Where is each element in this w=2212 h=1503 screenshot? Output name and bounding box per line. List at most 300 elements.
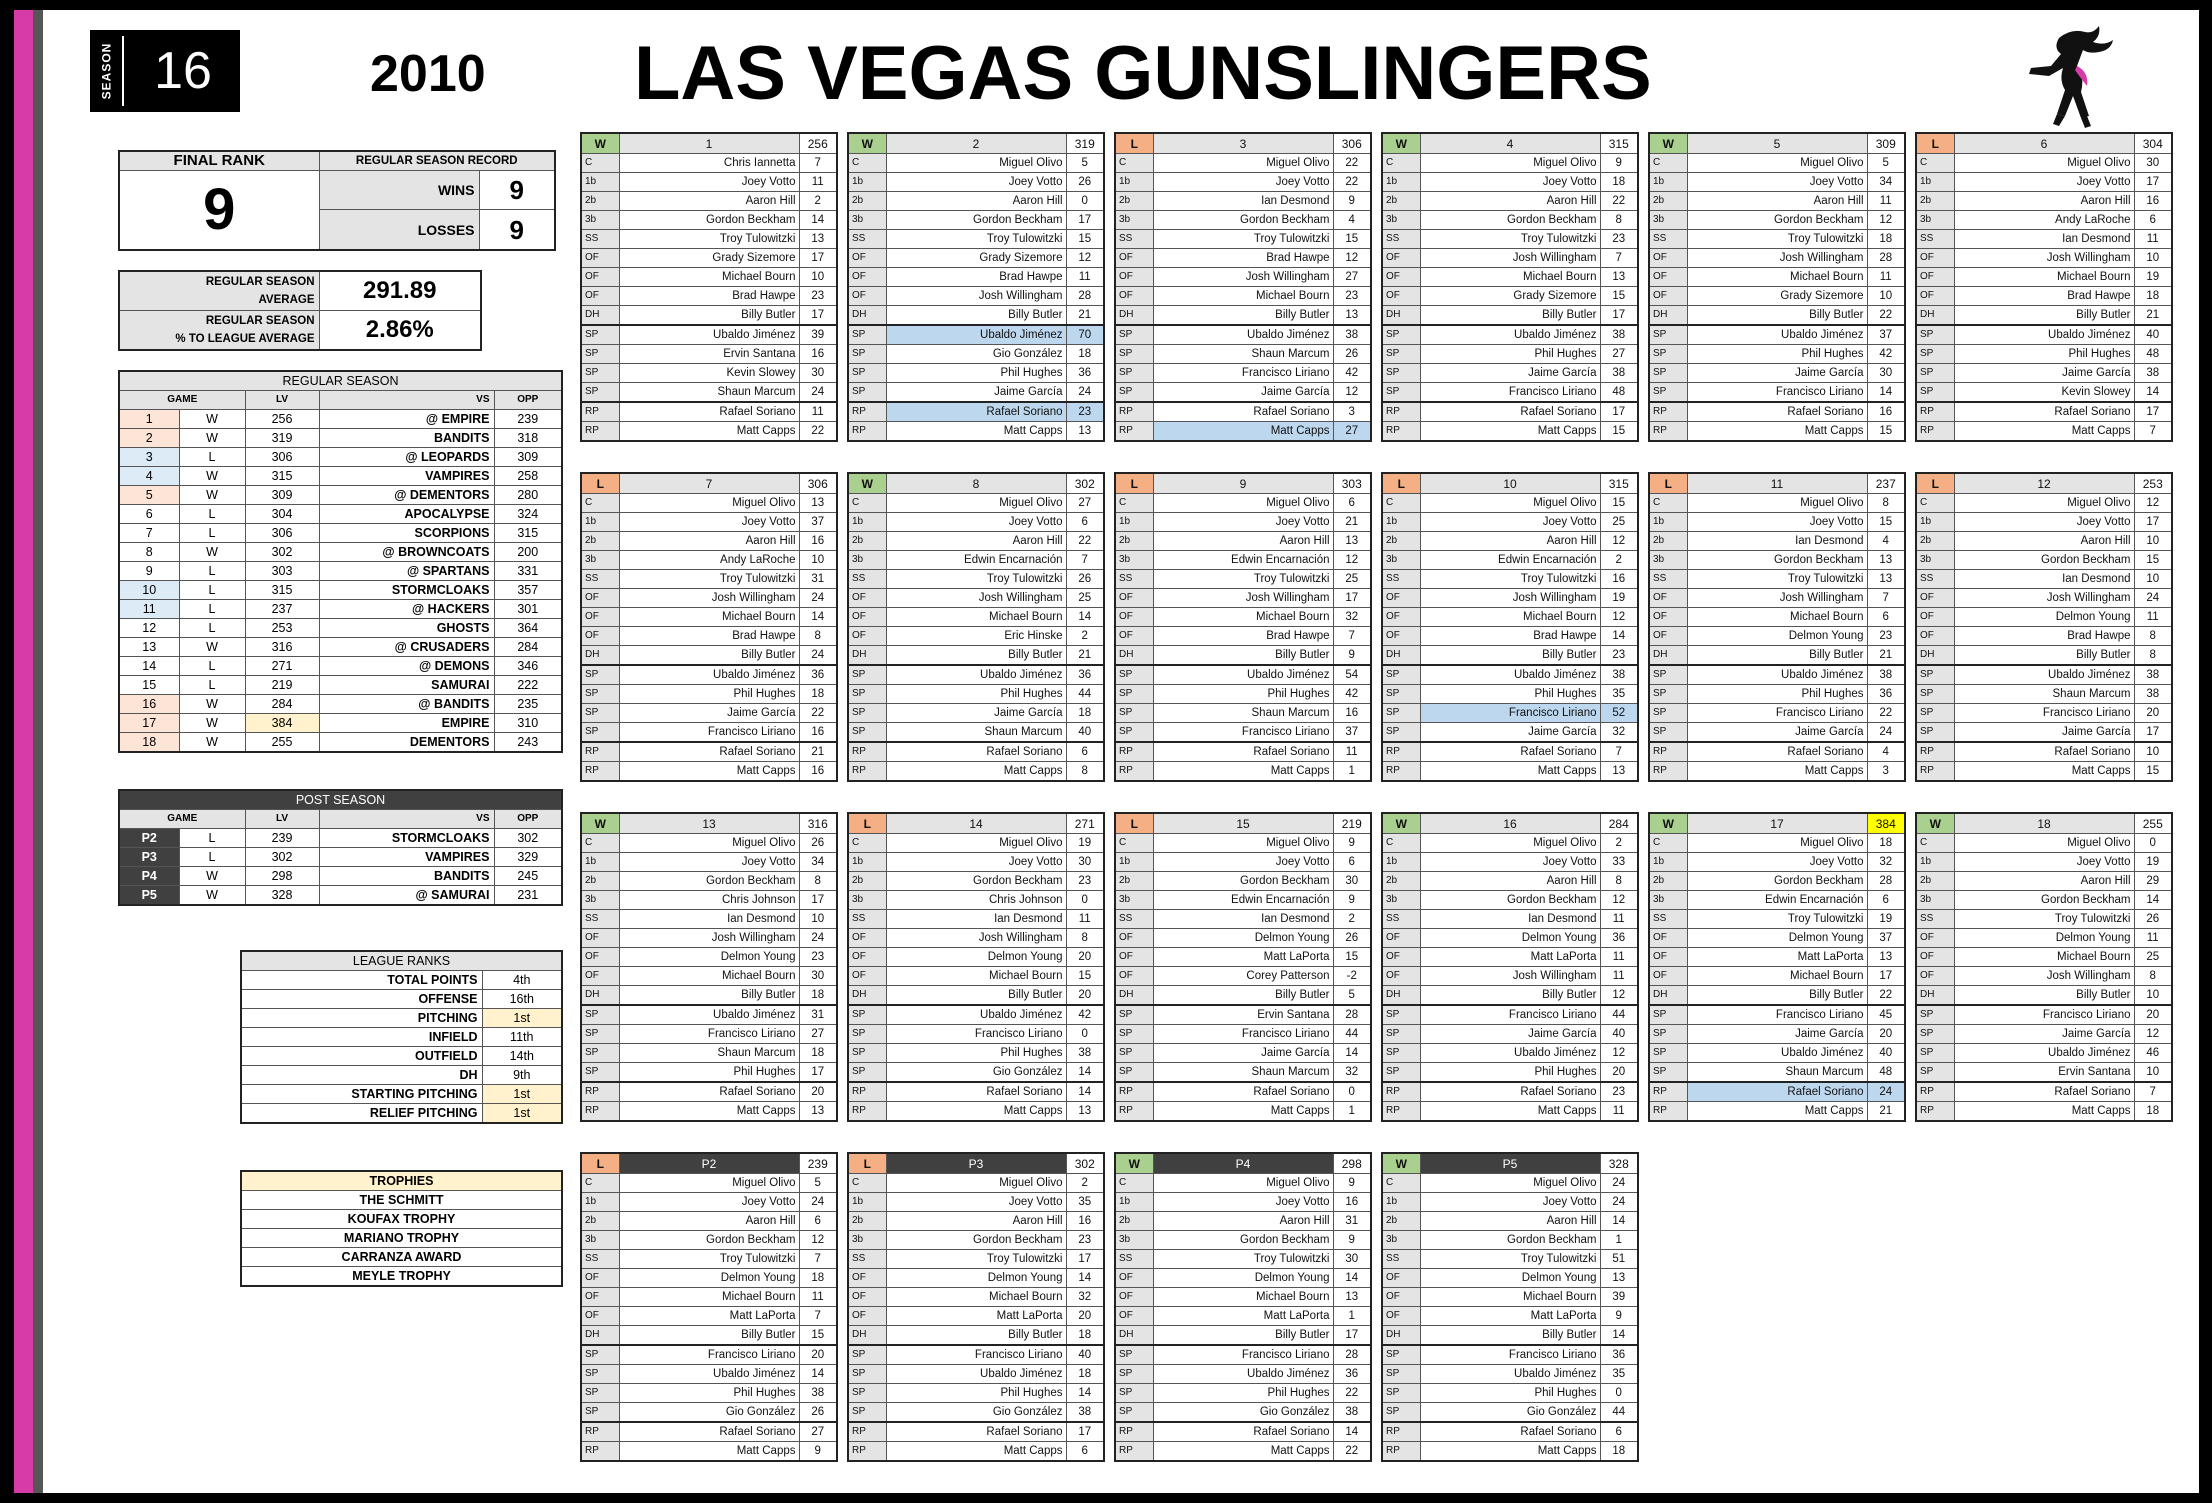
player-points: 12: [1066, 249, 1104, 268]
player-name: Miguel Olivo: [619, 834, 799, 853]
player-row: [1916, 627, 2172, 646]
player-position: OF: [848, 268, 886, 287]
player-points: 23: [1600, 230, 1638, 249]
opp-score: 284: [494, 638, 562, 657]
player-name: Delmon Young: [886, 948, 1066, 967]
player-position: DH: [1115, 306, 1153, 326]
player-position: SP: [1382, 1384, 1420, 1403]
regular-season-title: REGULAR SEASON: [119, 371, 562, 391]
player-points: 13: [799, 1102, 837, 1122]
player-row: [1382, 589, 1638, 608]
player-name: Ian Desmond: [619, 910, 799, 929]
player-position: RP: [1916, 422, 1954, 442]
player-row: [581, 1288, 837, 1307]
player-row: [581, 853, 837, 872]
player-position: 1b: [848, 853, 886, 872]
player-position: SP: [1649, 345, 1687, 364]
trophy-item: KOUFAX TROPHY: [241, 1210, 562, 1229]
player-row: [581, 627, 837, 646]
player-points: 40: [1867, 1044, 1905, 1063]
player-name: Miguel Olivo: [886, 1174, 1066, 1193]
player-name: Troy Tulowitzki: [619, 230, 799, 249]
game-label: 8: [886, 473, 1066, 494]
player-position: OF: [1649, 948, 1687, 967]
game-result-badge: L: [1115, 473, 1153, 494]
player-name: Rafael Soriano: [619, 1082, 799, 1102]
player-name: Shaun Marcum: [1153, 345, 1333, 364]
player-points: 6: [1066, 742, 1104, 762]
player-row: [1382, 1442, 1638, 1462]
player-name: Francisco Liriano: [886, 1345, 1066, 1365]
player-name: Michael Bourn: [886, 1288, 1066, 1307]
player-position: 2b: [848, 532, 886, 551]
player-name: Josh Willingham: [886, 929, 1066, 948]
player-name: Matt Capps: [1687, 762, 1867, 782]
lv-score: 255: [245, 733, 319, 753]
game-label: 1: [619, 133, 799, 154]
player-position: C: [581, 1174, 619, 1193]
player-row: [1115, 1384, 1371, 1403]
player-points: 7: [799, 1250, 837, 1269]
player-position: SP: [1115, 704, 1153, 723]
player-points: 24: [1600, 1174, 1638, 1193]
game-result: W: [179, 714, 245, 733]
player-name: Michael Bourn: [619, 268, 799, 287]
player-position: OF: [1916, 268, 1954, 287]
player-name: Phil Hughes: [1420, 685, 1600, 704]
player-name: Rafael Soriano: [886, 742, 1066, 762]
player-position: 3b: [1916, 891, 1954, 910]
player-points: 44: [1333, 1025, 1371, 1044]
player-position: SS: [1115, 1250, 1153, 1269]
player-points: 27: [1333, 268, 1371, 287]
lv-score: 309: [245, 486, 319, 505]
player-name: Miguel Olivo: [619, 1174, 799, 1193]
player-name: Rafael Soriano: [1687, 1082, 1867, 1102]
player-name: Matt Capps: [886, 1102, 1066, 1122]
player-points: 7: [799, 1307, 837, 1326]
player-name: Matt Capps: [1153, 422, 1333, 442]
player-points: 12: [1600, 532, 1638, 551]
player-points: 9: [1333, 891, 1371, 910]
player-points: 36: [1066, 364, 1104, 383]
player-row: [1916, 287, 2172, 306]
player-name: Gordon Beckham: [1954, 891, 2134, 910]
player-row: [1916, 891, 2172, 910]
player-name: Grady Sizemore: [1687, 287, 1867, 306]
player-position: SP: [848, 325, 886, 345]
player-points: 5: [1333, 986, 1371, 1006]
player-row: [581, 608, 837, 627]
post-season-row: [119, 886, 562, 906]
player-name: Aaron Hill: [1420, 192, 1600, 211]
player-row: [1382, 1345, 1638, 1365]
player-points: 14: [799, 211, 837, 230]
player-points: 22: [1333, 154, 1371, 173]
player-row: [1115, 1044, 1371, 1063]
player-name: Gio González: [1420, 1403, 1600, 1423]
player-position: OF: [581, 929, 619, 948]
player-position: OF: [1115, 948, 1153, 967]
player-name: Miguel Olivo: [1687, 494, 1867, 513]
player-row: [1916, 1025, 2172, 1044]
player-position: OF: [1649, 268, 1687, 287]
rank-value: 4th: [482, 971, 562, 990]
player-name: Gordon Beckham: [619, 211, 799, 230]
game-number: 9: [119, 562, 179, 581]
player-points: 7: [1066, 551, 1104, 570]
player-position: SP: [1916, 383, 1954, 403]
player-position: OF: [848, 1307, 886, 1326]
player-row: [1115, 742, 1371, 762]
player-name: Brad Hawpe: [619, 627, 799, 646]
player-name: Billy Butler: [886, 986, 1066, 1006]
player-position: RP: [1382, 1082, 1420, 1102]
player-position: 1b: [1382, 513, 1420, 532]
player-position: RP: [1382, 1442, 1420, 1462]
player-position: SP: [1382, 1345, 1420, 1365]
game-result-badge: L: [1916, 133, 1954, 154]
player-points: 1: [1333, 1307, 1371, 1326]
player-points: 32: [1333, 608, 1371, 627]
player-row: [1916, 608, 2172, 627]
player-row: [581, 1326, 837, 1346]
post-col-header: LV: [245, 810, 319, 829]
player-row: [1115, 1212, 1371, 1231]
player-row: [581, 762, 837, 782]
player-name: Gio González: [886, 345, 1066, 364]
opponent: BANDITS: [319, 867, 494, 886]
trophy-item: MEYLE TROPHY: [241, 1267, 562, 1287]
player-position: OF: [1382, 249, 1420, 268]
post-season-title: POST SEASON: [119, 790, 562, 810]
player-points: 11: [799, 402, 837, 422]
player-name: Michael Bourn: [1687, 608, 1867, 627]
player-position: OF: [1382, 967, 1420, 986]
game-total-score: 256: [799, 133, 837, 154]
losses-label: LOSSES: [319, 210, 479, 250]
player-name: Brad Hawpe: [1954, 627, 2134, 646]
player-row: [1382, 1326, 1638, 1346]
player-row: [1115, 1231, 1371, 1250]
regular-season-row: [119, 695, 562, 714]
player-row: [1916, 1102, 2172, 1122]
player-points: 30: [1066, 853, 1104, 872]
lv-score: 253: [245, 619, 319, 638]
player-row: [581, 1442, 837, 1462]
player-points: 11: [2134, 230, 2172, 249]
player-name: Matt Capps: [1954, 422, 2134, 442]
player-name: Matt Capps: [1687, 1102, 1867, 1122]
player-row: [581, 211, 837, 230]
player-row: [848, 325, 1104, 345]
player-position: SP: [848, 685, 886, 704]
player-row: [848, 723, 1104, 743]
player-points: 0: [1066, 891, 1104, 910]
player-points: 38: [799, 1384, 837, 1403]
player-position: RP: [581, 762, 619, 782]
player-points: 6: [1066, 1442, 1104, 1462]
game-result-badge: L: [1382, 473, 1420, 494]
player-points: 17: [799, 1063, 837, 1083]
game-total-score: 384: [1867, 813, 1905, 834]
player-position: OF: [1115, 608, 1153, 627]
avg-label-2: AVERAGE: [258, 294, 315, 306]
player-name: Phil Hughes: [619, 1384, 799, 1403]
game-label: 18: [1954, 813, 2134, 834]
player-name: Brad Hawpe: [1153, 249, 1333, 268]
player-points: 28: [1066, 287, 1104, 306]
player-name: Shaun Marcum: [1954, 685, 2134, 704]
player-points: 8: [1066, 929, 1104, 948]
league-rank-row: [241, 1066, 562, 1085]
player-row: [1115, 665, 1371, 685]
player-name: Francisco Liriano: [1420, 704, 1600, 723]
sheet-frame: [14, 10, 2199, 1493]
player-position: 2b: [1382, 532, 1420, 551]
game-label: P4: [1153, 1153, 1333, 1174]
player-row: [581, 532, 837, 551]
player-name: Michael Bourn: [1420, 608, 1600, 627]
game-number: 18: [119, 733, 179, 753]
year-label: 2010: [370, 45, 486, 103]
player-row: [581, 422, 837, 442]
player-name: Phil Hughes: [886, 1044, 1066, 1063]
game-result-badge: L: [848, 1153, 886, 1174]
player-points: 16: [1333, 704, 1371, 723]
player-position: SP: [1115, 345, 1153, 364]
player-row: [581, 665, 837, 685]
opponent: APOCALYPSE: [319, 505, 494, 524]
player-row: [581, 891, 837, 910]
player-position: DH: [848, 1326, 886, 1346]
game-number: 6: [119, 505, 179, 524]
player-name: Michael Bourn: [1153, 1288, 1333, 1307]
player-position: 3b: [1115, 551, 1153, 570]
player-name: Josh Willingham: [1954, 967, 2134, 986]
wins-label: WINS: [319, 171, 479, 210]
player-name: Jaime García: [619, 704, 799, 723]
player-row: [1916, 872, 2172, 891]
player-name: Michael Bourn: [1420, 268, 1600, 287]
player-position: SS: [1115, 910, 1153, 929]
player-position: DH: [1649, 306, 1687, 326]
opponent: @ SPARTANS: [319, 562, 494, 581]
player-row: [1382, 1025, 1638, 1044]
game-boxscore: [1114, 472, 1372, 782]
player-row: [581, 646, 837, 666]
player-row: [1916, 192, 2172, 211]
player-row: [581, 249, 837, 268]
player-position: SP: [1649, 325, 1687, 345]
player-row: [581, 872, 837, 891]
player-name: Joey Votto: [1153, 173, 1333, 192]
player-row: [1916, 383, 2172, 403]
player-row: [1649, 967, 1905, 986]
opponent: DEMENTORS: [319, 733, 494, 753]
player-position: SP: [1115, 1005, 1153, 1025]
player-row: [1382, 383, 1638, 403]
player-name: Matt LaPorta: [1420, 948, 1600, 967]
player-points: 20: [1066, 1307, 1104, 1326]
player-name: Ubaldo Jiménez: [1954, 1044, 2134, 1063]
player-position: SS: [1382, 570, 1420, 589]
player-points: 24: [1867, 723, 1905, 743]
player-points: 12: [1600, 1044, 1638, 1063]
player-name: Matt Capps: [1420, 1102, 1600, 1122]
player-points: 2: [799, 192, 837, 211]
player-points: 42: [1333, 685, 1371, 704]
game-label: 17: [1687, 813, 1867, 834]
player-row: [848, 422, 1104, 442]
player-name: Phil Hughes: [619, 685, 799, 704]
player-row: [848, 173, 1104, 192]
player-name: Francisco Liriano: [1420, 383, 1600, 403]
player-points: 19: [1066, 834, 1104, 853]
player-name: Rafael Soriano: [886, 1422, 1066, 1442]
player-row: [1115, 704, 1371, 723]
player-row: [1382, 1231, 1638, 1250]
player-position: 1b: [1916, 513, 1954, 532]
rank-value: 9th: [482, 1066, 562, 1085]
player-name: Joey Votto: [886, 853, 1066, 872]
player-name: Rafael Soriano: [1153, 742, 1333, 762]
opponent: @ SAMURAI: [319, 886, 494, 906]
player-row: [1649, 929, 1905, 948]
player-name: Edwin Encarnación: [1420, 551, 1600, 570]
player-row: [1649, 665, 1905, 685]
opponent: BANDITS: [319, 429, 494, 448]
player-name: Delmon Young: [886, 1269, 1066, 1288]
player-points: 17: [2134, 402, 2172, 422]
player-row: [581, 929, 837, 948]
player-points: 12: [1333, 249, 1371, 268]
player-name: Gordon Beckham: [1420, 1231, 1600, 1250]
lv-score: 302: [245, 848, 319, 867]
player-points: 20: [1066, 948, 1104, 967]
player-position: 2b: [1115, 192, 1153, 211]
player-name: Miguel Olivo: [1153, 1174, 1333, 1193]
game-total-score: 302: [1066, 473, 1104, 494]
player-points: 54: [1333, 665, 1371, 685]
player-row: [1115, 910, 1371, 929]
player-name: Edwin Encarnación: [886, 551, 1066, 570]
lv-score: 237: [245, 600, 319, 619]
player-row: [581, 1365, 837, 1384]
player-row: [1115, 494, 1371, 513]
player-position: RP: [581, 422, 619, 442]
player-name: Michael Bourn: [1420, 1288, 1600, 1307]
player-position: OF: [1115, 249, 1153, 268]
player-points: 13: [1333, 532, 1371, 551]
player-name: Aaron Hill: [619, 1212, 799, 1231]
player-name: Ervin Santana: [619, 345, 799, 364]
player-points: 17: [1600, 402, 1638, 422]
player-row: [1115, 872, 1371, 891]
player-points: 20: [1867, 1025, 1905, 1044]
player-name: Ubaldo Jiménez: [1420, 325, 1600, 345]
player-row: [848, 1365, 1104, 1384]
player-position: SP: [581, 1005, 619, 1025]
player-name: Phil Hughes: [1153, 685, 1333, 704]
player-name: Michael Bourn: [619, 608, 799, 627]
player-position: RP: [1115, 742, 1153, 762]
player-position: SS: [1115, 230, 1153, 249]
player-points: 24: [1066, 383, 1104, 403]
opponent: @ DEMONS: [319, 657, 494, 676]
player-row: [1649, 249, 1905, 268]
player-name: Joey Votto: [1153, 513, 1333, 532]
game-result: W: [179, 543, 245, 562]
player-position: SS: [1115, 570, 1153, 589]
player-position: 2b: [848, 872, 886, 891]
player-row: [848, 1326, 1104, 1346]
player-position: 3b: [848, 551, 886, 570]
player-row: [848, 646, 1104, 666]
player-row: [1382, 723, 1638, 743]
player-row: [1916, 853, 2172, 872]
player-points: 5: [1867, 154, 1905, 173]
player-name: Phil Hughes: [886, 364, 1066, 383]
player-points: 11: [1600, 1102, 1638, 1122]
player-name: Jaime García: [1954, 364, 2134, 383]
player-position: SP: [581, 704, 619, 723]
player-position: OF: [1382, 589, 1420, 608]
player-name: Joey Votto: [1420, 1193, 1600, 1212]
player-position: 1b: [1115, 1193, 1153, 1212]
game-label: 13: [619, 813, 799, 834]
player-points: 8: [2134, 646, 2172, 666]
opponent: SCORPIONS: [319, 524, 494, 543]
player-row: [848, 1063, 1104, 1083]
player-name: Rafael Soriano: [886, 1082, 1066, 1102]
player-name: Francisco Liriano: [1954, 1005, 2134, 1025]
player-name: Edwin Encarnación: [1153, 551, 1333, 570]
final-rank-value: 9: [119, 171, 319, 251]
player-name: Michael Bourn: [1153, 608, 1333, 627]
player-position: RP: [1115, 762, 1153, 782]
player-name: Matt Capps: [1153, 1442, 1333, 1462]
player-position: SP: [1115, 1044, 1153, 1063]
regular-season-row: [119, 581, 562, 600]
player-row: [581, 345, 837, 364]
game-result-badge: W: [1382, 133, 1420, 154]
game-boxscore: [1648, 132, 1906, 442]
player-points: 10: [799, 551, 837, 570]
game-boxscore: [1114, 132, 1372, 442]
player-name: Aaron Hill: [886, 192, 1066, 211]
player-position: OF: [1115, 287, 1153, 306]
player-name: Rafael Soriano: [1420, 402, 1600, 422]
player-name: Ian Desmond: [1420, 910, 1600, 929]
opp-score: 243: [494, 733, 562, 753]
player-points: 38: [1333, 1403, 1371, 1423]
player-position: DH: [848, 986, 886, 1006]
player-points: 26: [2134, 910, 2172, 929]
trophy-item: CARRANZA AWARD: [241, 1248, 562, 1267]
player-position: SP: [1916, 1044, 1954, 1063]
player-name: Joey Votto: [886, 513, 1066, 532]
player-row: [1115, 1102, 1371, 1122]
player-row: [1649, 762, 1905, 782]
player-row: [1115, 570, 1371, 589]
player-points: 24: [2134, 589, 2172, 608]
player-points: 36: [1600, 929, 1638, 948]
player-name: Michael Bourn: [886, 608, 1066, 627]
player-points: 23: [1066, 872, 1104, 891]
player-row: [848, 1307, 1104, 1326]
player-name: Jaime García: [1687, 364, 1867, 383]
